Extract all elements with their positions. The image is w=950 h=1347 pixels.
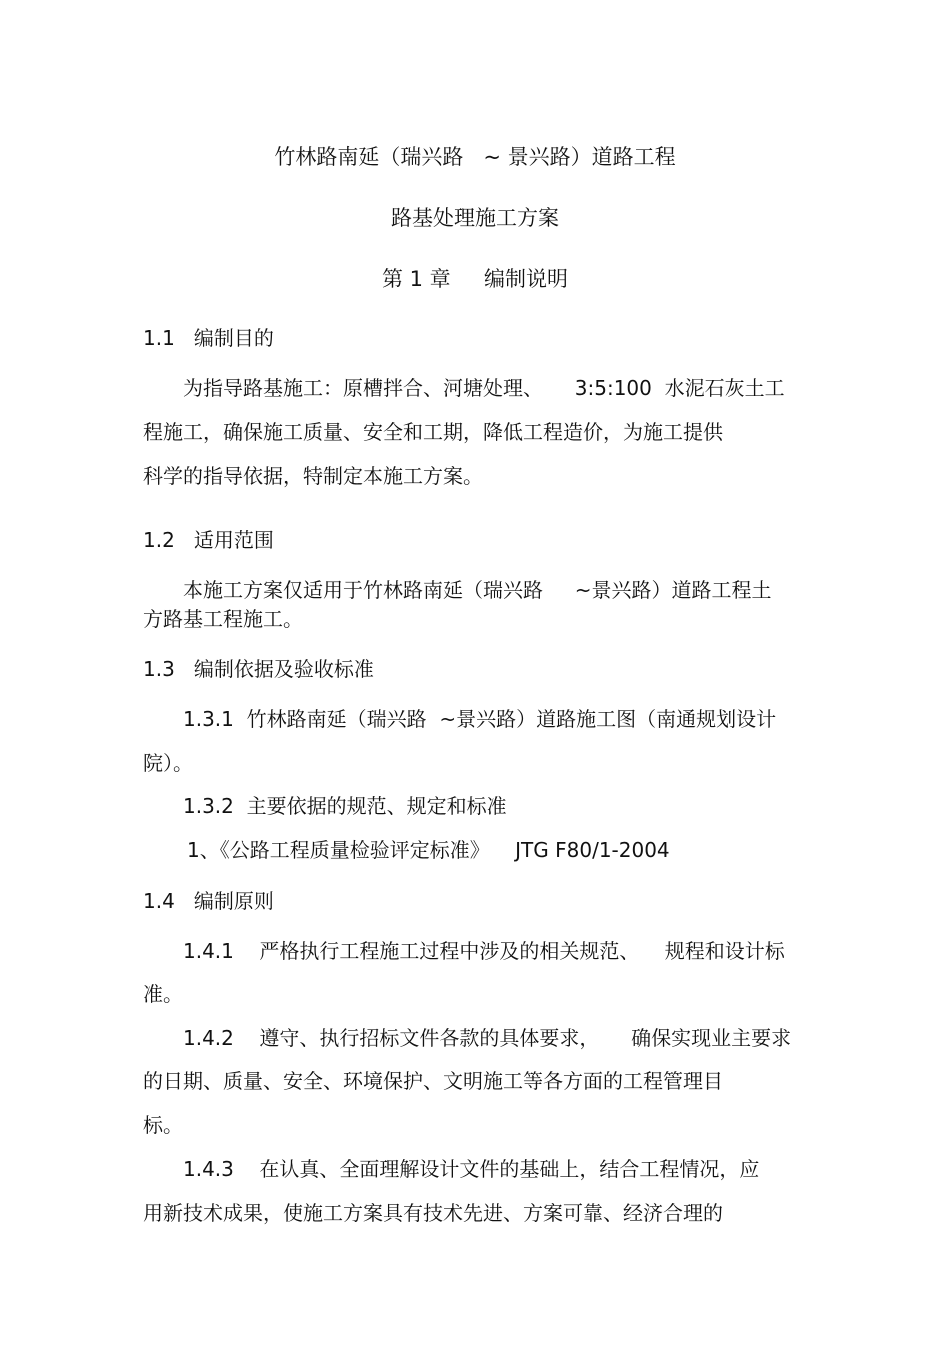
section-heading-1-2: 1.2 适用范围 bbox=[143, 528, 274, 552]
paragraph-line: 1.3.2 主要依据的规范、规定和标准 bbox=[183, 794, 507, 818]
paragraph-line: 科学的指导依据，特制定本施工方案。 bbox=[143, 464, 483, 488]
paragraph-line: 用新技术成果，使施工方案具有技术先进、方案可靠、经济合理的 bbox=[143, 1201, 723, 1225]
chapter-heading: 第 1 章 编制说明 bbox=[381, 267, 569, 291]
section-heading-1-4: 1.4 编制原则 bbox=[143, 889, 274, 913]
paragraph-line: 1.3.1 竹林路南延（瑞兴路 ~景兴路）道路施工图（南通规划设计 bbox=[183, 707, 777, 731]
section-heading-1-3: 1.3 编制依据及验收标准 bbox=[143, 657, 374, 681]
paragraph-line: 1.4.3 在认真、全面理解设计文件的基础上，结合工程情况，应 bbox=[183, 1157, 760, 1181]
paragraph-line: 1.4.1 严格执行工程施工过程中涉及的相关规范、 规程和设计标 bbox=[183, 939, 785, 963]
paragraph-line: 程施工，确保施工质量、安全和工期，降低工程造价，为施工提供 bbox=[143, 420, 723, 444]
paragraph-line: 院）。 bbox=[143, 751, 193, 775]
paragraph-line: 为指导路基施工：原槽拌合、河塘处理、 3:5:100 水泥石灰土工 bbox=[183, 376, 785, 400]
paragraph-line: 方路基工程施工。 bbox=[143, 607, 303, 631]
paragraph-line: 准。 bbox=[143, 982, 183, 1006]
paragraph-line: 1、《公路工程质量检验评定标准》 JTG F80/1-2004 bbox=[187, 838, 670, 862]
paragraph-line: 的日期、质量、安全、环境保护、文明施工等各方面的工程管理目 bbox=[143, 1069, 723, 1093]
paragraph-line: 1.4.2 遵守、执行招标文件各款的具体要求， 确保实现业主要求 bbox=[183, 1026, 792, 1050]
paragraph-line: 本施工方案仅适用于竹林路南延（瑞兴路 ~景兴路）道路工程土 bbox=[183, 578, 772, 602]
section-heading-1-1: 1.1 编制目的 bbox=[143, 326, 274, 350]
document-title-line-2: 路基处理施工方案 bbox=[391, 206, 559, 230]
paragraph-line: 标。 bbox=[143, 1113, 183, 1137]
document-title-line-1: 竹林路南延（瑞兴路 ~ 景兴路）道路工程 bbox=[274, 145, 676, 169]
